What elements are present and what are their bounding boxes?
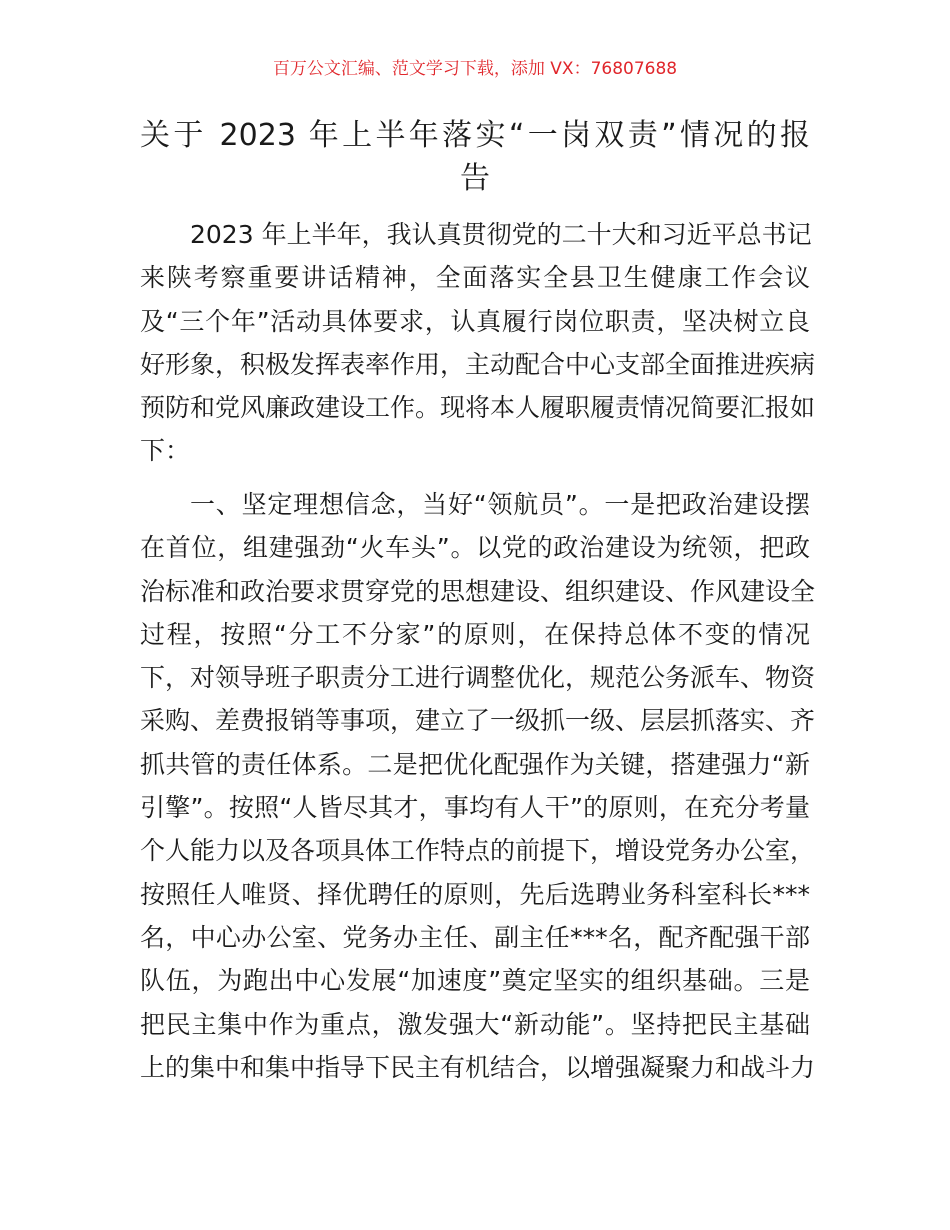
text-line: 来陕考察重要讲话精神，全面落实全县卫生健康工作会议 [140, 263, 810, 293]
text-line: 引擎”。按照“人皆尽其才，事均有人干”的原则，在充分考量 [140, 793, 810, 823]
watermark-header: 百万公文汇编、范文学习下载，添加 VX：76807688 [272, 59, 678, 79]
text-line: 2023 年上半年，我认真贯彻党的二十大和习近平总书记 [190, 220, 812, 249]
text-line: 预防和党风廉政建设工作。现将本人履职履责情况简要汇报如 [140, 393, 816, 423]
text-line: 好形象，积极发挥表率作用，主动配合中心支部全面推进疾病 [140, 349, 816, 379]
text-line: 过程，按照“分工不分家”的原则，在保持总体不变的情况 [140, 619, 810, 649]
paragraph-intro [140, 213, 816, 473]
text-line: 按照任人唯贤、择优聘任的原则，先后选聘业务科室科长*** [140, 879, 810, 909]
text-line: 下： [140, 436, 191, 466]
document-title [140, 114, 810, 200]
text-line: 下，对领导班子职责分工进行调整优化，规范公务派车、物资 [140, 663, 816, 693]
title-line: 告 [460, 161, 490, 196]
text-line: 队伍，为跑出中心发展“加速度”奠定坚实的组织基础。三是 [140, 966, 810, 996]
text-line: 及“三个年”活动具体要求，认真履行岗位职责，坚决树立良 [140, 306, 810, 336]
text-line: 上的集中和集中指导下民主有机结合，以增强凝聚力和战斗力 [140, 1052, 816, 1082]
text-line: 把民主集中作为重点，激发强大“新动能”。坚持把民主基础 [140, 1009, 810, 1039]
text-line: 治标准和政治要求贯穿党的思想建设、组织建设、作风建设全 [140, 576, 816, 606]
text-line: 在首位，组建强劲“火车头”。以党的政治建设为统领，把政 [140, 533, 810, 563]
paragraph-section-1 [140, 483, 816, 1089]
text-line: 名，中心办公室、党务办主任、副主任***名，配齐配强干部 [140, 922, 810, 952]
text-line: 采购、差费报销等事项，建立了一级抓一级、层层抓落实、齐 [140, 706, 816, 736]
text-line: 抓共管的责任体系。二是把优化配强作为关键，搭建强力“新 [140, 749, 810, 779]
title-line: 关于 2023 年上半年落实“一岗双责”情况的报 [140, 118, 810, 153]
text-line: 一、坚定理想信念，当好“领航员”。一是把政治建设摆 [190, 490, 810, 519]
text-line: 个人能力以及各项具体工作特点的前提下，增设党务办公室， [140, 836, 816, 866]
